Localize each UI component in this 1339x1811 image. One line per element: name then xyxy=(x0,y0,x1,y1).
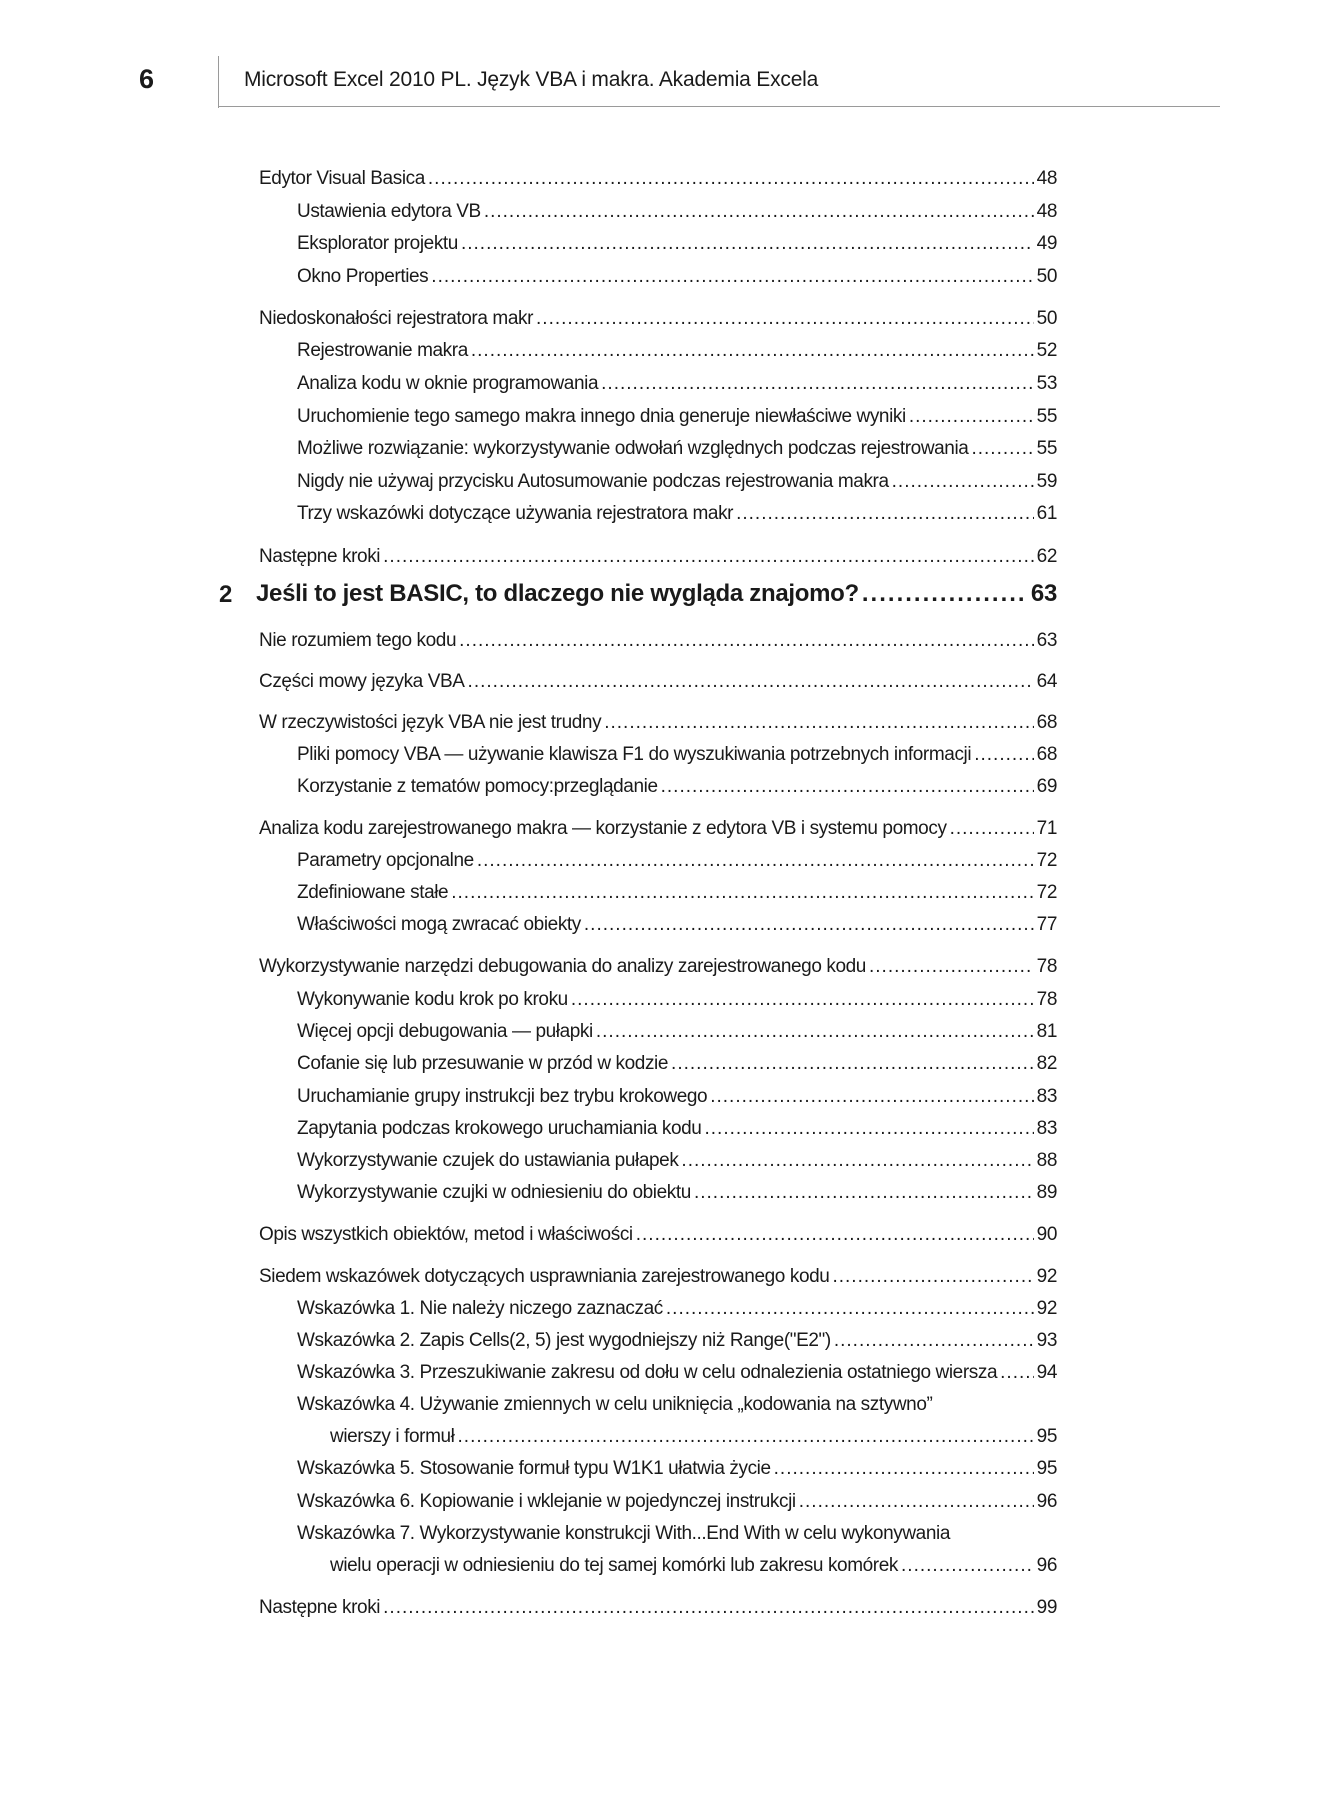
toc-entry-page: 81 xyxy=(1036,1021,1057,1042)
toc-entry-page: 83 xyxy=(1036,1086,1057,1107)
toc-entry xyxy=(297,1296,1057,1322)
page-number: 6 xyxy=(139,64,155,94)
dot-leader xyxy=(901,1553,1034,1579)
toc-entry-title: Uruchamianie grupy instrukcji bez trybu krokowego xyxy=(297,1086,708,1107)
dot-leader xyxy=(774,1456,1034,1482)
toc-entry-title: Rejestrowanie makra xyxy=(297,340,468,361)
dot-leader xyxy=(974,742,1033,768)
dot-leader xyxy=(681,1148,1033,1174)
toc-entry-title: Wskazówka 1. Nie należy niczego zaznaczać xyxy=(297,1298,663,1319)
dot-leader xyxy=(383,1595,1034,1621)
toc-entry-title: Wykonywanie kodu krok po kroku xyxy=(297,989,568,1010)
dot-leader xyxy=(909,404,1034,430)
toc-entry-page: 78 xyxy=(1036,989,1057,1010)
toc-entry-title: Nigdy nie używaj przycisku Autosumowanie podczas rejestrowania makra xyxy=(297,471,889,492)
toc-entry-title: Wskazówka 7. Wykorzystywanie konstrukcji With...End With w celu wykonywania xyxy=(297,1523,950,1544)
toc-entry xyxy=(259,710,1057,736)
toc-entry xyxy=(259,816,1057,842)
toc-entry xyxy=(297,742,1057,768)
toc-entry-title: Nie rozumiem tego kodu xyxy=(259,630,457,651)
toc-entry-title: Jeśli to jest BASIC, to dlaczego nie wygląda znajomo? xyxy=(256,580,859,607)
toc-entry-page: 95 xyxy=(1036,1426,1057,1447)
toc-entry-page: 63 xyxy=(1036,630,1057,651)
dot-leader xyxy=(950,816,1034,842)
toc-entry xyxy=(297,1489,1057,1515)
toc-entry xyxy=(297,264,1057,290)
dot-leader xyxy=(431,264,1033,290)
toc-entry xyxy=(259,306,1057,332)
toc-entry-page: 78 xyxy=(1036,956,1057,977)
toc-entry-page: 94 xyxy=(1036,1362,1057,1383)
dot-leader xyxy=(471,338,1034,364)
toc-entry-title: Wykorzystywanie czujek do ustawiania pułapek xyxy=(297,1150,679,1171)
dot-leader xyxy=(451,880,1033,906)
toc-entry xyxy=(259,1222,1057,1248)
toc-entry-page: 83 xyxy=(1036,1118,1057,1139)
toc-entry-page: 68 xyxy=(1036,744,1057,765)
dot-leader xyxy=(799,1489,1034,1515)
toc-entry xyxy=(259,954,1057,980)
dot-leader xyxy=(971,436,1033,462)
toc-entry-page: 92 xyxy=(1036,1298,1057,1319)
toc-entry-title: Parametry opcjonalne xyxy=(297,850,474,871)
toc-entry-page: 48 xyxy=(1036,201,1057,222)
toc-entry xyxy=(259,1264,1057,1290)
toc-entry-title: Opis wszystkich obiektów, metod i właściwości xyxy=(259,1224,633,1245)
dot-leader xyxy=(736,501,1034,527)
toc-entry-page: 68 xyxy=(1036,712,1057,733)
toc-entry xyxy=(297,848,1057,874)
toc-entry-title: Edytor Visual Basica xyxy=(259,168,425,189)
dot-leader xyxy=(596,1019,1034,1045)
toc-entry-page: 90 xyxy=(1036,1224,1057,1245)
dot-leader xyxy=(428,166,1034,192)
toc-entry-page: 92 xyxy=(1036,1266,1057,1287)
toc-entry-page: 49 xyxy=(1036,233,1057,254)
toc-entry-title: Uruchomienie tego samego makra innego dnia generuje niewłaściwe wyniki xyxy=(297,406,906,427)
chapter-entry xyxy=(256,581,1057,607)
dot-leader xyxy=(694,1180,1034,1206)
toc-entry xyxy=(297,1084,1057,1110)
toc-entry xyxy=(330,1424,1057,1450)
dot-leader xyxy=(477,848,1034,874)
toc-entry-page: 55 xyxy=(1036,406,1057,427)
toc-entry-title: Analiza kodu zarejestrowanego makra — korzystanie z edytora VB i systemu pomocy xyxy=(259,818,947,839)
dot-leader xyxy=(666,1296,1034,1322)
dot-leader xyxy=(468,669,1034,695)
toc-entry-page: 99 xyxy=(1036,1597,1057,1618)
running-title: Microsoft Excel 2010 PL. Język VBA i makra. Akademia Excela xyxy=(244,68,819,91)
toc-entry-title: Wykorzystywanie czujki w odniesieniu do obiektu xyxy=(297,1182,691,1203)
chapter-number: 2 xyxy=(219,581,233,608)
toc-entry xyxy=(297,1360,1057,1386)
toc-entry-page: 48 xyxy=(1036,168,1057,189)
toc-entry-page: 82 xyxy=(1036,1053,1057,1074)
dot-leader xyxy=(704,1116,1033,1142)
toc-entry xyxy=(297,469,1057,495)
toc-entry xyxy=(297,371,1057,397)
dot-leader xyxy=(484,199,1034,225)
toc-entry-title: Siedem wskazówek dotyczących usprawniania zarejestrowanego kodu xyxy=(259,1266,830,1287)
toc-entry xyxy=(259,1595,1057,1621)
dot-leader xyxy=(661,774,1034,800)
toc-entry-title: Trzy wskazówki dotyczące używania rejestratora makr xyxy=(297,503,734,524)
toc-entry xyxy=(297,1328,1057,1354)
toc-entry-page: 61 xyxy=(1036,503,1057,524)
toc-entry xyxy=(297,338,1057,364)
dot-leader xyxy=(459,628,1034,654)
toc-entry-page: 72 xyxy=(1036,850,1057,871)
toc-entry xyxy=(297,1521,1057,1547)
toc-entry xyxy=(297,987,1057,1013)
toc-entry-title: Następne kroki xyxy=(259,1597,381,1618)
dot-leader xyxy=(383,544,1034,570)
toc-entry-title: Zdefiniowane stałe xyxy=(297,882,449,903)
toc-entry-title: Więcej opcji debugowania — pułapki xyxy=(297,1021,593,1042)
toc-entry-page: 50 xyxy=(1036,308,1057,329)
toc-entry-page: 63 xyxy=(1030,580,1057,607)
toc-entry xyxy=(297,436,1057,462)
toc-entry xyxy=(297,1456,1057,1482)
dot-leader xyxy=(710,1084,1033,1110)
toc-entry-title: Właściwości mogą zwracać obiekty xyxy=(297,914,581,935)
toc-entry-title: wierszy i formuł xyxy=(330,1426,455,1447)
dot-leader xyxy=(584,912,1034,938)
toc-entry-title: Korzystanie z tematów pomocy:przeglądanie xyxy=(297,776,658,797)
toc-entry-title: Ustawienia edytora VB xyxy=(297,201,481,222)
toc-entry-page: 71 xyxy=(1036,818,1057,839)
toc-entry-title: Części mowy języka VBA xyxy=(259,671,465,692)
toc-entry-page: 89 xyxy=(1036,1182,1057,1203)
toc-entry xyxy=(297,501,1057,527)
toc-entry xyxy=(259,544,1057,570)
toc-entry-title: Pliki pomocy VBA — używanie klawisza F1 do wyszukiwania potrzebnych informacji xyxy=(297,744,972,765)
toc-entry xyxy=(297,1051,1057,1077)
toc-entry-title: Wskazówka 4. Używanie zmiennych w celu uniknięcia „kodowania na sztywno” xyxy=(297,1394,933,1415)
dot-leader xyxy=(892,469,1034,495)
toc-entry xyxy=(297,1180,1057,1206)
toc-entry-page: 52 xyxy=(1036,340,1057,361)
dot-leader xyxy=(832,1264,1033,1290)
toc-entry xyxy=(297,199,1057,225)
toc-entry xyxy=(297,1392,1057,1418)
toc-entry-page: 53 xyxy=(1036,373,1057,394)
dot-leader xyxy=(601,371,1034,397)
dot-leader xyxy=(536,306,1034,332)
dot-leader xyxy=(461,231,1034,257)
toc-entry-page: 62 xyxy=(1036,546,1057,567)
toc-entry-title: Wskazówka 6. Kopiowanie i wklejanie w pojedynczej instrukcji xyxy=(297,1491,796,1512)
toc-entry-title: Zapytania podczas krokowego uruchamiania kodu xyxy=(297,1118,702,1139)
dot-leader xyxy=(862,581,1028,607)
dot-leader xyxy=(571,987,1034,1013)
toc-entry-title: wielu operacji w odniesieniu do tej samej komórki lub zakresu komórek xyxy=(330,1555,899,1576)
toc-entry xyxy=(297,1019,1057,1045)
dot-leader xyxy=(671,1051,1034,1077)
toc-entry-page: 55 xyxy=(1036,438,1057,459)
toc-entry-title: Wykorzystywanie narzędzi debugowania do analizy zarejestrowanego kodu xyxy=(259,956,866,977)
toc-entry-page: 96 xyxy=(1036,1555,1057,1576)
toc-entry xyxy=(297,912,1057,938)
toc-entry-page: 59 xyxy=(1036,471,1057,492)
toc-entry-page: 93 xyxy=(1036,1330,1057,1351)
toc-entry-title: Eksplorator projektu xyxy=(297,233,458,254)
toc-entry-page: 64 xyxy=(1036,671,1057,692)
toc-entry-page: 96 xyxy=(1036,1491,1057,1512)
toc-entry-title: Niedoskonałości rejestratora makr xyxy=(259,308,534,329)
toc-entry-page: 69 xyxy=(1036,776,1057,797)
toc-entry xyxy=(297,1116,1057,1142)
toc-entry-title: W rzeczywistości język VBA nie jest trudny xyxy=(259,712,602,733)
toc-entry-page: 77 xyxy=(1036,914,1057,935)
toc-entry xyxy=(259,166,1057,192)
toc-entry-title: Następne kroki xyxy=(259,546,381,567)
toc-entry xyxy=(330,1553,1057,1579)
dot-leader xyxy=(604,710,1033,736)
toc-entry-title: Wskazówka 3. Przeszukiwanie zakresu od dołu w celu odnalezienia ostatniego wiersza xyxy=(297,1362,998,1383)
dot-leader xyxy=(834,1328,1034,1354)
toc-entry xyxy=(259,628,1057,654)
dot-leader xyxy=(636,1222,1034,1248)
toc-entry xyxy=(297,1148,1057,1174)
dot-leader xyxy=(1000,1360,1034,1386)
toc-entry xyxy=(297,774,1057,800)
toc-entry-page: 88 xyxy=(1036,1150,1057,1171)
toc-entry-title: Analiza kodu w oknie programowania xyxy=(297,373,599,394)
toc-entry-page: 95 xyxy=(1036,1458,1057,1479)
toc-entry-title: Możliwe rozwiązanie: wykorzystywanie odwołań względnych podczas rejestrowania xyxy=(297,438,969,459)
dot-leader xyxy=(458,1424,1034,1450)
toc-entry-title: Wskazówka 5. Stosowanie formuł typu W1K1 ułatwia życie xyxy=(297,1458,771,1479)
toc-entry-page: 50 xyxy=(1036,266,1057,287)
toc-entry-title: Okno Properties xyxy=(297,266,429,287)
toc-entry xyxy=(297,404,1057,430)
toc-entry-title: Cofanie się lub przesuwanie w przód w kodzie xyxy=(297,1053,669,1074)
toc-entry-page: 72 xyxy=(1036,882,1057,903)
toc-entry xyxy=(297,231,1057,257)
toc-entry xyxy=(259,669,1057,695)
toc-entry xyxy=(297,880,1057,906)
toc-entry-title: Wskazówka 2. Zapis Cells(2, 5) jest wygodniejszy niż Range("E2") xyxy=(297,1330,831,1351)
dot-leader xyxy=(869,954,1034,980)
